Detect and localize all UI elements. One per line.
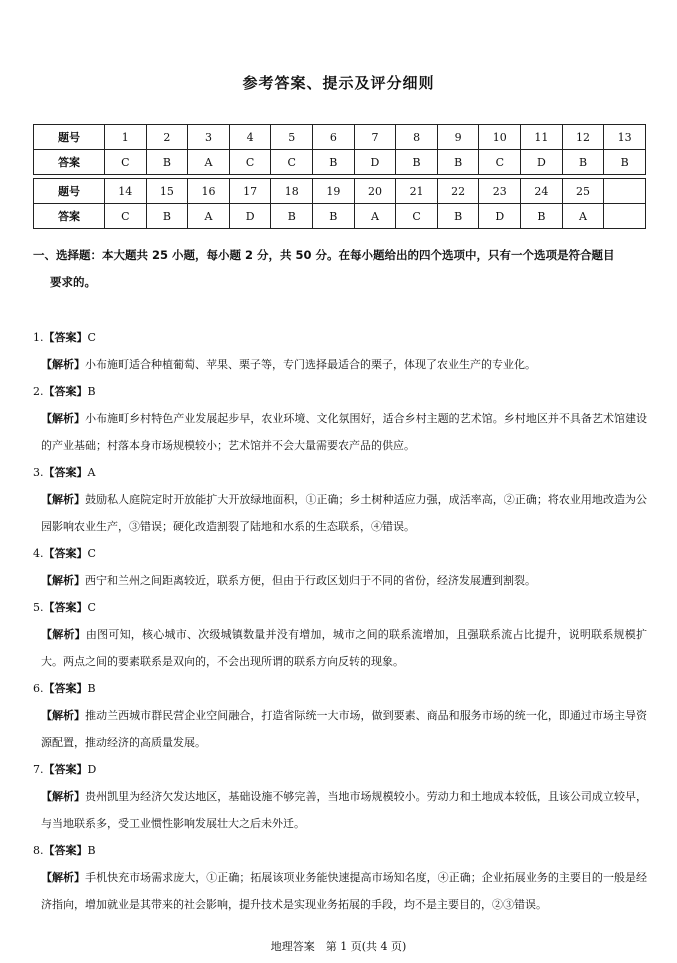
explanation [33, 621, 647, 675]
answer-letter-cell: B [604, 150, 646, 175]
answer-letter-cell: B [396, 150, 438, 175]
answer-line [33, 675, 647, 702]
answer-letter-cell: B [521, 204, 563, 229]
question-number-cell: 6 [313, 125, 355, 150]
question-number-cell: 25 [562, 179, 604, 204]
question-number-cell: 24 [521, 179, 563, 204]
question-number-cell: 11 [521, 125, 563, 150]
explanation-tag: 【解析】 [41, 628, 86, 641]
answer-letter-cell: C [105, 204, 147, 229]
answer-letter-cell: B [313, 150, 355, 175]
answer-tag: 【答案】 [43, 385, 88, 398]
question-number-cell: 20 [354, 179, 396, 204]
answer-tag: 【答案】 [43, 682, 88, 695]
answer-line [33, 540, 647, 567]
explanation-tag: 【解析】 [41, 412, 86, 425]
question-number: 8. [33, 844, 44, 857]
explanation-tag: 【解析】 [41, 790, 86, 803]
question-number-cell: 18 [271, 179, 313, 204]
question-number-cell: 9 [437, 125, 479, 150]
question-number: 2. [33, 385, 44, 398]
question-number-cell: 19 [313, 179, 355, 204]
question-number: 6. [33, 682, 44, 695]
row-header: 题号 [34, 179, 105, 204]
explanation-tag: 【解析】 [41, 574, 85, 587]
answer-value: A [87, 466, 96, 479]
answer-letter-cell: D [479, 204, 521, 229]
answer-letter-cell: C [479, 150, 521, 175]
answer-letter-cell: B [271, 204, 313, 229]
question-number: 4. [33, 547, 44, 560]
page-title: 参考答案、提示及评分细则 [242, 74, 435, 92]
answer-letter-cell: C [105, 150, 147, 175]
question-number-cell: 3 [188, 125, 230, 150]
question-number-cell: 23 [479, 179, 521, 204]
explanation [33, 702, 647, 756]
answer-letter-cell: B [437, 150, 479, 175]
row-header: 答案 [34, 150, 105, 175]
question-number-cell: 1 [105, 125, 147, 150]
explanation-text: 小布施町适合种植葡萄、苹果、栗子等，专门选择最适合的栗子，体现了农业生产的专业化。 [85, 358, 536, 371]
question-number-cell: 2 [146, 125, 188, 150]
question-number-cell: 17 [229, 179, 271, 204]
answer-line [33, 837, 647, 864]
explanation-tag: 【解析】 [41, 358, 85, 371]
question-number-cell: 21 [396, 179, 438, 204]
row-header: 题号 [34, 125, 105, 150]
table-row [34, 179, 646, 204]
section-heading-line1: 一、选择题：本大题共 25 小题，每小题 2 分，共 50 分。在每小题给出的四个选项中，只有一个选项是符合题目 [33, 248, 615, 262]
explanation-text: 由图可知，核心城市、次级城镇数量并没有增加，城市之间的联系流增加，且强联系流占比提升，说明联系规模扩大。两点之间的要素联系是双向的，不会出现所谓的联系方向反转的现象。 [41, 628, 647, 668]
answer-tag: 【答案】 [43, 466, 88, 479]
question-number-cell: 4 [229, 125, 271, 150]
answer-letter-cell: C [271, 150, 313, 175]
question-number-cell: 16 [188, 179, 230, 204]
explanation-tag: 【解析】 [41, 709, 86, 722]
question-number-cell: 8 [396, 125, 438, 150]
answer-table [33, 124, 646, 229]
answer-value: C [87, 547, 96, 560]
answer-letter-cell: B [562, 150, 604, 175]
answer-letter-cell: B [313, 204, 355, 229]
answer-letter-cell: B [146, 150, 188, 175]
answer-letter-cell: D [521, 150, 563, 175]
question-number-cell: 5 [271, 125, 313, 150]
answer-letter-cell: C [229, 150, 271, 175]
answer-letter-cell: A [354, 204, 396, 229]
answer-tag: 【答案】 [43, 331, 88, 344]
section-heading-line2: 要求的。 [50, 275, 96, 289]
answer-value: C [87, 601, 96, 614]
question-number-cell: 10 [479, 125, 521, 150]
row-header: 答案 [34, 204, 105, 229]
explanation-text: 贵州凯里为经济欠发达地区，基础设施不够完善，当地市场规模较小。劳动力和土地成本较低，且该公司成立较早，与当地联系多，受工业惯性影响发展壮大之后未外迁。 [41, 790, 648, 830]
answer-value: B [87, 682, 96, 695]
question-number: 5. [33, 601, 44, 614]
answer-value: C [87, 331, 96, 344]
question-number-cell: 12 [562, 125, 604, 150]
explanation [33, 783, 647, 837]
explanation [33, 864, 647, 918]
explanation-text: 推动兰西城市群民营企业空间融合，打造省际统一大市场，做到要素、商品和服务市场的统一化，即通过市场主导资源配置，推动经济的高质量发展。 [41, 709, 648, 749]
page-footer: 地理答案 第 1 页(共 4 页) [270, 940, 407, 953]
question-number-cell: 15 [146, 179, 188, 204]
answer-line [33, 594, 647, 621]
answer-value: D [87, 763, 97, 776]
answer-items [33, 324, 647, 918]
answer-letter-cell: C [396, 204, 438, 229]
answer-value: B [87, 844, 96, 857]
answer-letter-cell: D [229, 204, 271, 229]
answer-line [33, 324, 647, 351]
question-number-cell [604, 179, 646, 204]
table-row [34, 125, 646, 150]
answer-letter-cell [604, 204, 646, 229]
explanation-text: 手机快充市场需求庞大，①正确；拓展该项业务能快速提高市场知名度，④正确；企业拓展业务的主要目的一般是经济指向，增加就业是其带来的社会影响，提升技术是实现业务拓展的手段，均不是主要目的，②③错误。 [41, 871, 648, 911]
answer-tag: 【答案】 [43, 844, 88, 857]
explanation-text: 鼓励私人庭院定时开放能扩大开放绿地面积，①正确；乡土树种适应力强，成活率高，②正确；将农业用地改造为公园影响农业生产，③错误；硬化改造割裂了陆地和水系的生态联系，④错误。 [41, 493, 648, 533]
answer-letter-cell: A [188, 150, 230, 175]
answer-line [33, 378, 647, 405]
question-number-cell: 13 [604, 125, 646, 150]
answer-value: B [87, 385, 96, 398]
explanation-text: 小布施町乡村特色产业发展起步早，农业环境、文化氛围好，适合乡村主题的艺术馆。乡村地区并不具备艺术馆建设的产业基础；村落本身市场规模较小；艺术馆并不会大量需要农产品的供应。 [41, 412, 648, 452]
explanation-text: 西宁和兰州之间距离较近，联系方便，但由于行政区划归于不同的省份，经济发展遭到割裂。 [85, 574, 536, 587]
answer-letter-cell: A [562, 204, 604, 229]
section-heading [33, 242, 647, 296]
answer-letter-cell: D [354, 150, 396, 175]
question-number-cell: 7 [354, 125, 396, 150]
question-number: 1. [33, 331, 44, 344]
question-number-cell: 22 [437, 179, 479, 204]
table-row [34, 204, 646, 229]
answer-line [33, 459, 647, 486]
answer-tag: 【答案】 [43, 547, 88, 560]
explanation [33, 486, 647, 540]
explanation-tag: 【解析】 [41, 493, 86, 506]
answer-letter-cell: B [437, 204, 479, 229]
table-row [34, 150, 646, 175]
explanation [33, 351, 647, 378]
question-number: 7. [33, 763, 44, 776]
explanation [33, 405, 647, 459]
answer-tag: 【答案】 [43, 601, 88, 614]
question-number-cell: 14 [105, 179, 147, 204]
question-number: 3. [33, 466, 44, 479]
answer-letter-cell: B [146, 204, 188, 229]
explanation-tag: 【解析】 [41, 871, 86, 884]
answer-tag: 【答案】 [43, 763, 88, 776]
explanation [33, 567, 647, 594]
answer-line [33, 756, 647, 783]
answer-letter-cell: A [188, 204, 230, 229]
